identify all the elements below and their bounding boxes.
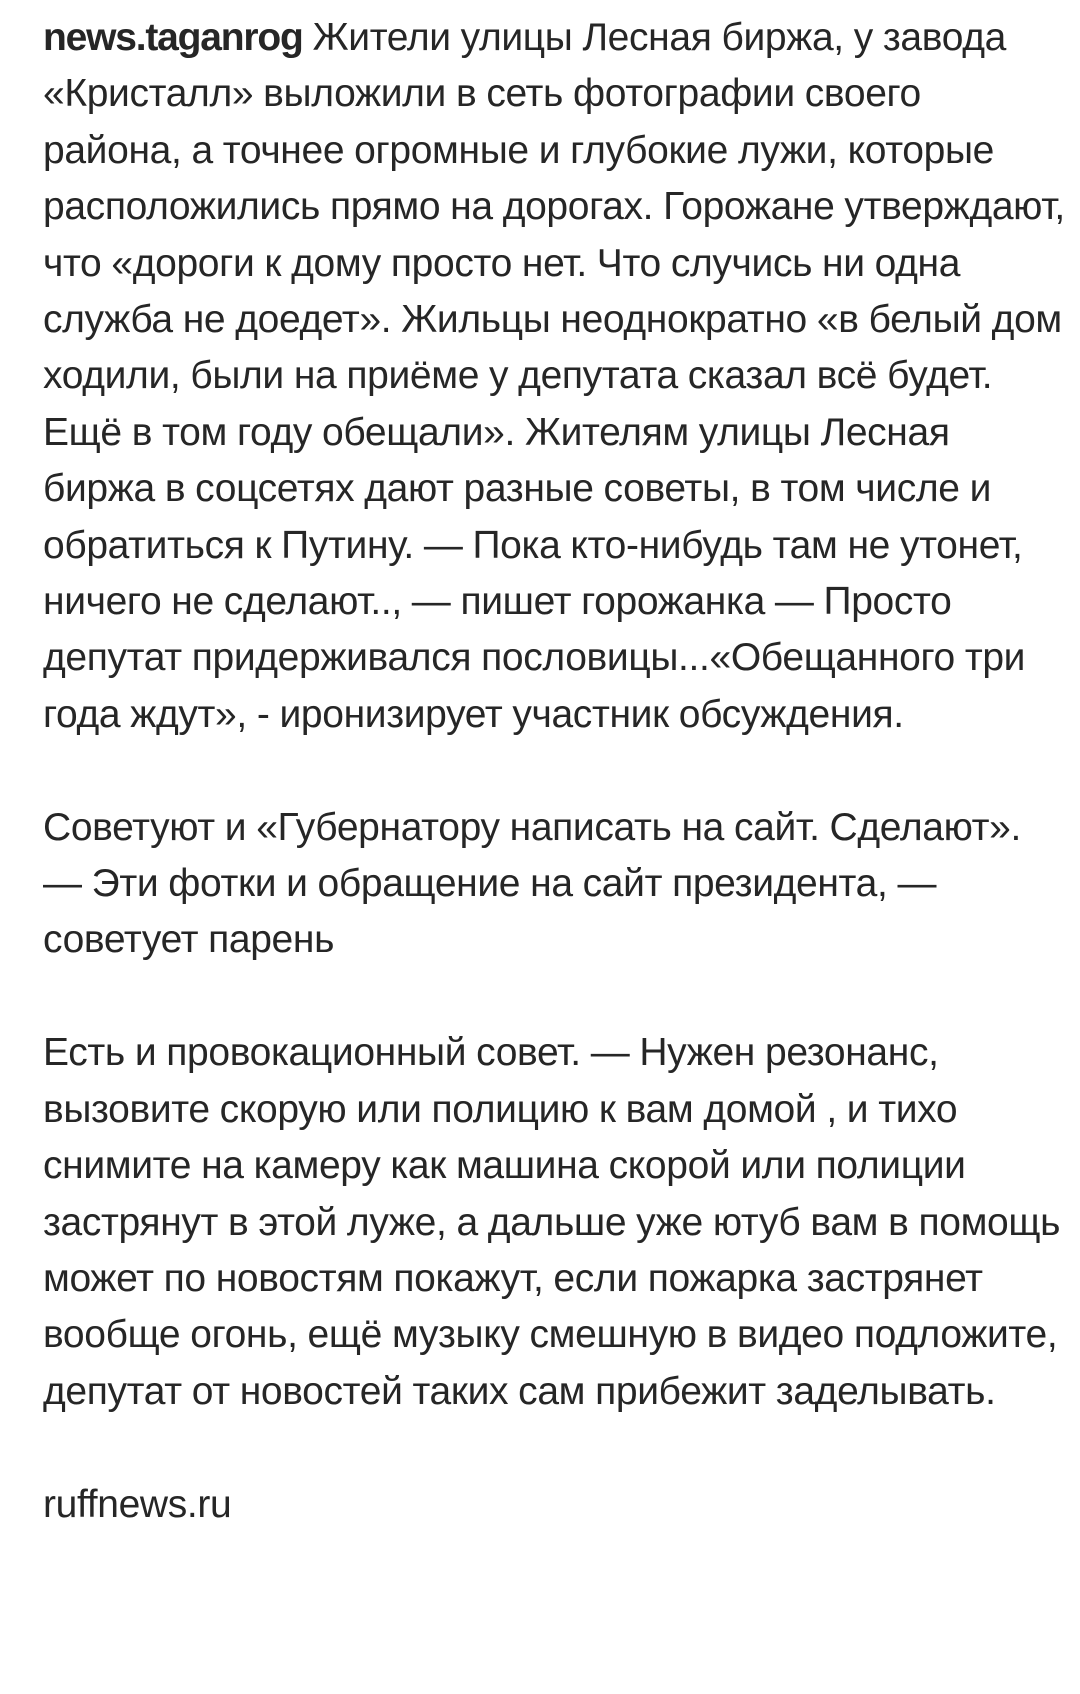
username-link[interactable]: news.taganrog bbox=[43, 16, 303, 59]
caption-paragraph-2: Советуют и «Губернатору написать на сайт. Сделают». — Эти фотки и обращение на сайт президента, — советует парень bbox=[43, 805, 1021, 962]
caption-paragraph-3: Есть и провокационный совет. — Нужен резонанс, вызовите скорую или полицию к вам домой , и тихо снимите на камеру как машина скорой или полиции застрянут в этой луже, а дальше уже ютуб вам в помощь может по новостям покажут, если пожарка застрянет вообще огонь, ещё музыку смешную в видео подложите, депутат от новостей таких сам прибежит заделывать. bbox=[43, 1031, 1061, 1413]
caption-text-1: Жители улицы Лесная биржа, у завода «Кристалл» выложили в сеть фотографии своего района, а точнее огромные и глубокие лужи, которые расположились прямо на дорогах. Горожане утверждают, что «дороги к дому просто нет. Что случись ни одна служба не доедет». Жильцы неоднократно «в белый дом ходили, были на приёме у депутата сказал всё будет. Ещё в том году обещали». Жителям улицы Лесная биржа в соцсетях дают разные советы, в том числе и обратиться к Путину. — Пока кто-нибудь там не утонет, ничего не сделают.., — пишет горожанка — Просто депутат придерживался пословицы...«Обещанного три года ждут», - иронизирует участник обсуждения. bbox=[43, 16, 1065, 736]
source-link[interactable]: ruffnews.ru bbox=[43, 1482, 232, 1526]
caption-paragraph-1 bbox=[43, 10, 1068, 743]
post-caption bbox=[43, 10, 1068, 1533]
